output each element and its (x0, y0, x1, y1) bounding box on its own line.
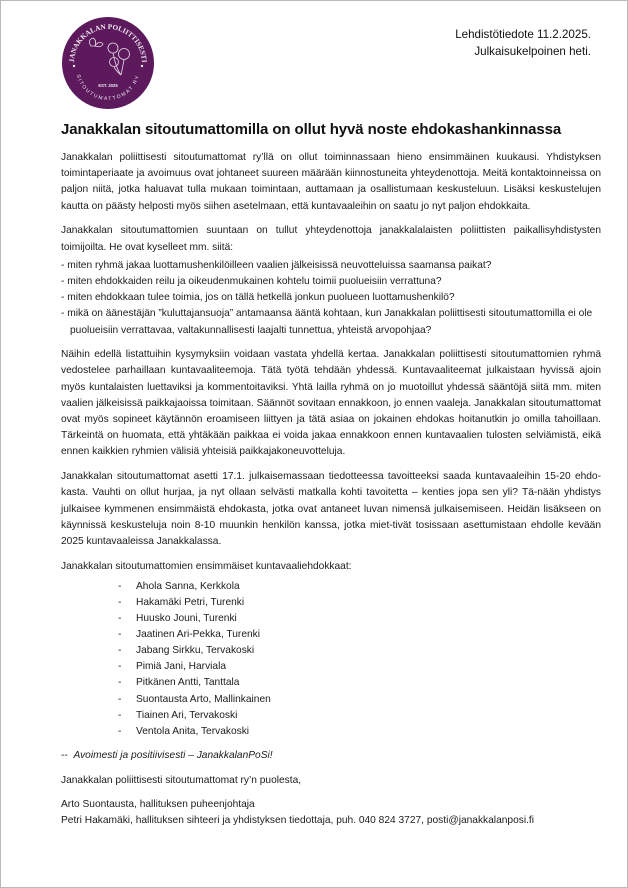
candidate-item: - Ventola Anita, Tervakoski (118, 725, 250, 737)
release-date: Lehdistötiedote 11.2.2025. (455, 28, 591, 41)
closing-line: Janakkalan poliittisesti sitoutumattomat ry’n puolesta, (61, 774, 302, 786)
paragraph-answers: Näihin edellä listattuihin kysymyksiin voidaan vastata yhdellä kertaa. Janakkalan poliittisesti sitoutumattomien ryhmä vedostelee parhaillaan kuntavaaliteemoja. Tätä työtä tehdään yhdessä. Kuntavaaliteemat julkaistaan hyvissä ajoin myös kuntalaisten luettaviksi ja kommentoitaviksi. Yhtä lailla ryhmä on jo muotoillut yhdessä sääntöjä siitä mm. miten vaalien jälkeisissä paikkajaoissa toimitaan. Säännöt sovitaan ennakkoon, jo ennen vaaleja. Janakkalan sitoutumattomat ovat myös sopineet käytännön eroamiseen liittyen ja tätä asiaa on jokainen ehdokas hoitanutkin jo omilla tahoillaan. Tärkeintä on huomata, että yhtäkään paikkaa ei voida jakaa ennakkoon ennen kuntavaalien tulosten selviämistä, eikä ennen kaikkien ryhmien välisiä yhteisiä paikkajakoneuvotteluja. (61, 349, 601, 458)
question-item: - miten ryhmä jakaa luottamushenkilöilleen vaalien jälkeisissä neuvotteluissa saamansa paikat? (61, 259, 492, 271)
logo-est-text: EST. 2025 (98, 83, 118, 88)
candidate-item: - Pimiä Jani, Harviala (118, 661, 227, 673)
candidate-item: - Hakamäki Petri, Turenki (118, 596, 245, 608)
logo-top-text: JANAKKALAN POLIITTISESTI (67, 22, 149, 63)
document-body (61, 150, 601, 830)
candidate-item: - Suontausta Arto, Mallinkainen (118, 693, 271, 705)
candidate-item: - Tiainen Ari, Tervakoski (118, 709, 238, 721)
candidate-item: - Jaatinen Ari-Pekka, Turenki (118, 629, 261, 641)
candidate-list (61, 579, 601, 740)
paragraph-intro: Janakkalan poliittisesti sitoutumattomat ry’llä on ollut toiminnassaan hieno ensimmäinen kuukausi. Yhdistyksen toimintaperiaate ja avoimuus ovat johtaneet suureen määrään kiinnostuneita yhteydenottoja. Meitä kontaktoinneissa on paljon niitä, jotka haluavat tulla mukaan toimintaan, auttamaan ja osallistumaan keskusteluun. Lisäksi keskustelujen kautta on päästy helposti myös siihen asetelmaan, että kuntavaaleihin on saatu jo nyt paljon ehdokkaita. (61, 152, 601, 212)
paragraph-inquiries: Janakkalan sitoutumattomien suuntaan on tullut yhteydenottoja janakkalalaisten poliittisten paikallisyhdistysten toimijoilta. He ovat kyselleet mm. siitä: (61, 225, 601, 253)
question-item: - mikä on äänestäjän ”kuluttajansuoja” antamaansa ääntä kohtaan, kun Janakkalan poliittisesti sitoutumattomilla ei ole puolueisiin verrattavaa, valtakunnallisesti laajalti tunnettua, yhteistä arvopohjaa? (61, 308, 593, 336)
press-release-header (455, 26, 591, 60)
candidate-item: - Ahola Sanna, Kerkkola (118, 580, 240, 592)
paragraph-goal: Janakkalan sitoutumattomat asetti 17.1. julkaisemassaan tiedotteessa tavoitteeksi saada kuntavaaleihin 15-20 ehdo-kasta. Vauhti on ollut hurjaa, ja nyt ollaan selvästi matkalla kohti tavoitetta – kenties jopa sen yli? Tä-nään yhdistys julkaisee kymmenen ensimmäistä ehdokasta, jotka ovat antaneet luvan nimensä julkaisemiseen. Heidän lisäkseen on käynnissä keskusteluja noin 8-10 muunkin henkilön kanssa, jotka miet-tivät tosissaan asettumistaan ehdolle kevään 2025 kuntavaaleissa Janakkalassa. (61, 471, 601, 547)
release-note: Julkaisukelpoinen heti. (474, 45, 591, 58)
signature-secretary: Petri Hakamäki, hallituksen sihteeri ja yhdistyksen tiedottaja, puh. 040 824 3727, posti@janakkalanposi.fi (61, 815, 535, 827)
question-item: - miten ehdokkaan tulee toimia, jos on tällä hetkellä jonkun puolueen luottamushenkilö? (61, 292, 455, 304)
question-list (61, 258, 601, 339)
logo-bottom-text: SITOUTUMATTOMAT RY (74, 73, 142, 103)
candidate-item: - Jabang Sirkku, Tervakoski (118, 645, 255, 657)
organization-logo (61, 16, 155, 110)
signature-chair: Arto Suontausta, hallituksen puheenjohtaja (61, 799, 255, 811)
question-item: - miten ehdokkaiden reilu ja oikeudenmukainen kohtelu toimii puolueisiin verrattuna? (61, 275, 442, 287)
slogan: -- Avoimesti ja positiivisesti – JanakkalanPoSi! (61, 749, 273, 761)
page-title: Janakkalan sitoutumattomilla on ollut hyvä noste ehdokashankinnassa (61, 121, 562, 138)
candidate-item: - Pitkänen Antti, Tanttala (118, 677, 240, 689)
candidates-heading: Janakkalan sitoutumattomien ensimmäiset kuntavaaliehdokkaat: (61, 560, 352, 572)
candidate-item: - Huusko Jouni, Turenki (118, 613, 237, 625)
